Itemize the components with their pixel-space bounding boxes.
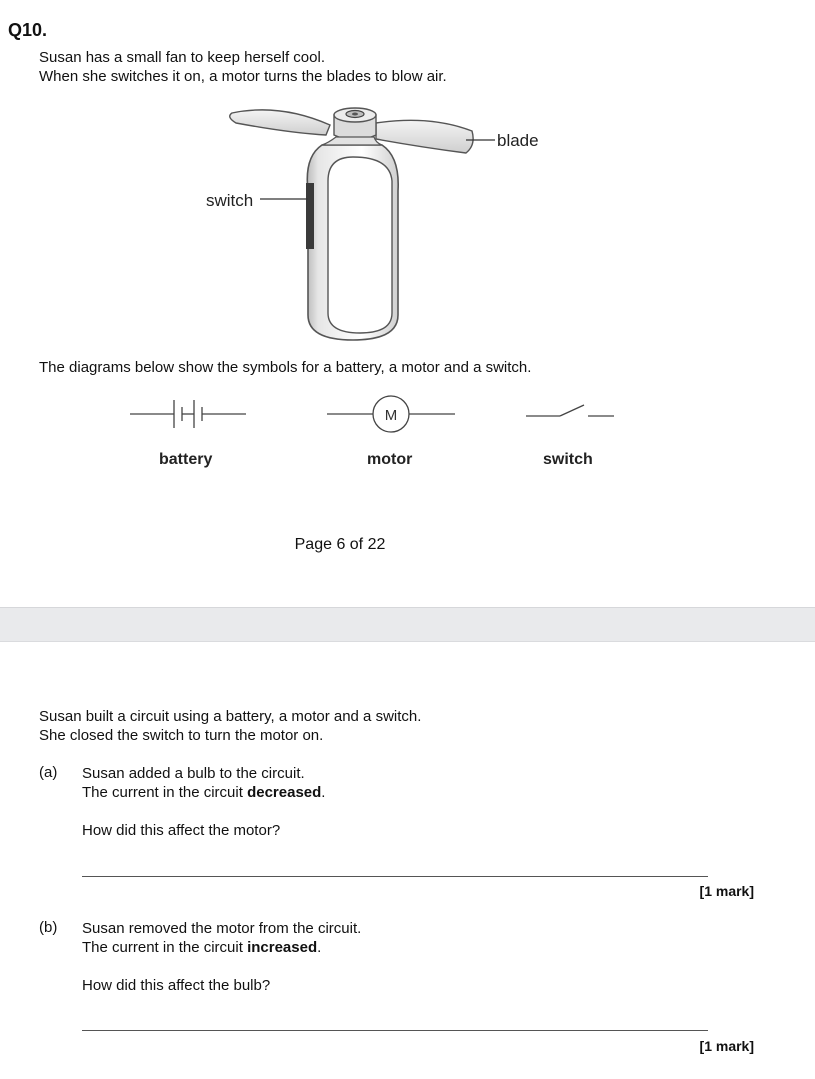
part-a-line-2-suffix: . (321, 784, 326, 801)
page-separator (0, 607, 815, 642)
motor-label: motor (367, 451, 413, 468)
part-a-answer-line[interactable] (82, 876, 708, 877)
label-blade: blade (497, 131, 539, 150)
part-a-letter: (a) (39, 764, 58, 781)
intro-line-1: Susan has a small fan to keep herself cool. (39, 49, 325, 66)
intro-line-2: When she switches it on, a motor turns the blades to blow air. (39, 68, 447, 85)
part-a-question: How did this affect the motor? (82, 822, 281, 839)
fan-body-panel (328, 157, 392, 333)
fan-diagram (190, 95, 570, 345)
motor-symbol (325, 392, 459, 436)
circuit-intro-line-1: Susan built a circuit using a battery, a motor and a switch. (39, 708, 422, 725)
part-b-letter: (b) (39, 919, 58, 936)
label-switch: switch (206, 191, 254, 210)
part-a-line-2 (82, 783, 325, 802)
switch-symbol (522, 392, 618, 436)
battery-label: battery (159, 451, 213, 468)
motor-letter: M (384, 407, 398, 424)
part-b-line-2-suffix: . (317, 939, 322, 956)
part-a-line-1: Susan added a bulb to the circuit. (82, 765, 305, 782)
part-a-text (82, 764, 325, 802)
part-b-line-2 (82, 938, 361, 957)
blade-right (376, 120, 473, 153)
blade-left (230, 110, 330, 135)
part-a-keyword: decreased (247, 784, 322, 801)
part-b-marks: [1 mark] (699, 1038, 754, 1054)
switch-label: switch (543, 451, 593, 468)
part-b-line-2-prefix: The current in the circuit (82, 939, 248, 956)
question-number: Q10. (8, 20, 48, 40)
circuit-intro (39, 707, 421, 745)
part-b-text (82, 919, 361, 957)
battery-symbol (128, 392, 250, 436)
question-intro (39, 48, 447, 86)
part-b-keyword: increased (247, 939, 318, 956)
part-b-question: How did this affect the bulb? (82, 977, 271, 994)
switch-strip (306, 183, 314, 249)
symbols-intro: The diagrams below show the symbols for a battery, a motor and a switch. (39, 359, 532, 376)
part-b-line-1: Susan removed the motor from the circuit. (82, 920, 362, 937)
part-a-line-2-prefix: The current in the circuit (82, 784, 248, 801)
page-number: Page 6 of 22 (294, 536, 386, 553)
part-b-answer-line[interactable] (82, 1030, 708, 1031)
circuit-intro-line-2: She closed the switch to turn the motor on. (39, 727, 324, 744)
part-a-marks: [1 mark] (699, 883, 754, 899)
